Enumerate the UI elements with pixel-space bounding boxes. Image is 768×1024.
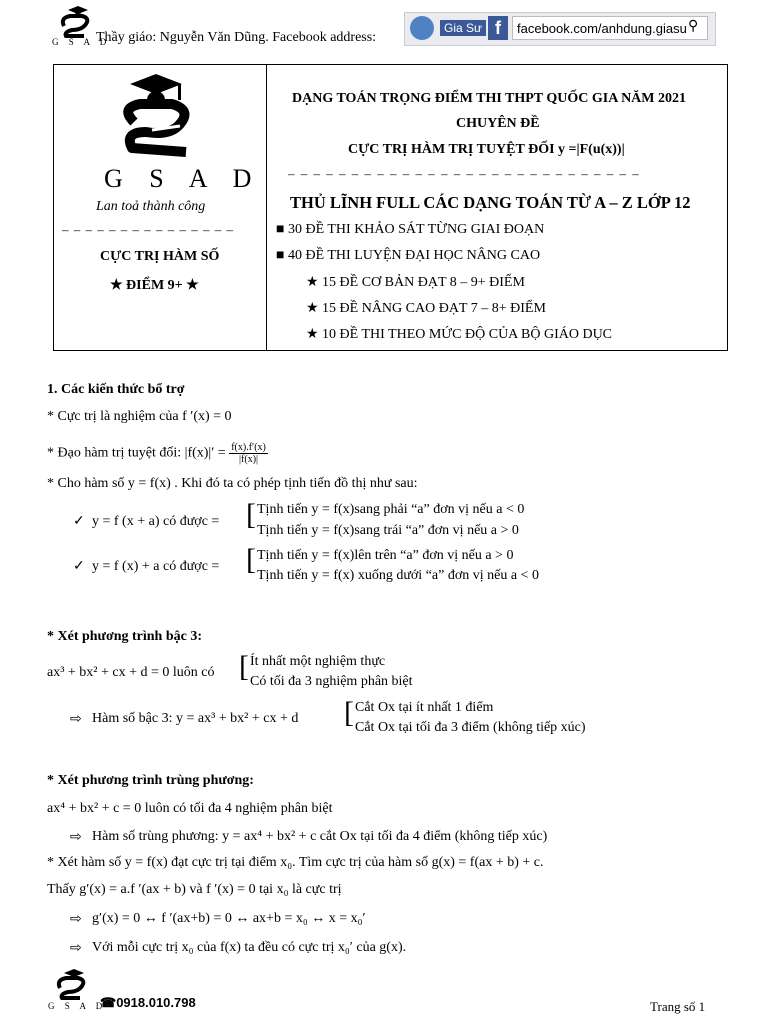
brace: [ bbox=[344, 696, 354, 729]
gsad-logo-footer bbox=[52, 968, 92, 1002]
case-option: Tịnh tiến y = f(x)sang trái “a” đơn vị nếu a > 0 bbox=[257, 523, 519, 538]
facebook-url[interactable]: facebook.com/anhdung.giasu bbox=[512, 16, 708, 40]
case-option: Cắt Ox tại ít nhất 1 điểm bbox=[355, 700, 494, 715]
fraction-numerator: f(x).f′(x) bbox=[231, 442, 266, 453]
gsad-logo-small bbox=[56, 4, 96, 40]
text-line: * Cho hàm số y = f(x) . Khi đó ta có phép tịnh tiến đồ thị như sau: bbox=[47, 476, 418, 491]
text-line: g′(x) = 0 ↔ f ′(ax+b) = 0 ↔ ax+b = x₀ ↔ x = x₀′ bbox=[92, 911, 366, 926]
gsad-logo-text-small: G S A D bbox=[52, 37, 111, 47]
bullet-item: ★ 15 ĐỀ CƠ BẢN ĐẠT 8 – 9+ ĐIỂM bbox=[306, 275, 525, 290]
phone-number: ☎0918.010.798 bbox=[100, 995, 196, 1010]
text-line: * Cực trị là nghiệm của f ′(x) = 0 bbox=[47, 409, 232, 424]
text-line: Hàm số trùng phương: y = ax⁴ + bx² + c cắt Ox tại tối đa 4 điểm (không tiếp xúc) bbox=[92, 829, 548, 844]
bullet-item: ★ 15 ĐỀ NÂNG CAO ĐẠT 7 – 8+ ĐIỂM bbox=[306, 301, 546, 316]
section-title-3: * Xét phương trình trùng phương: bbox=[47, 773, 254, 788]
text-line: ax⁴ + bx² + c = 0 luôn có tối đa 4 nghiệm phân biệt bbox=[47, 801, 333, 816]
bullet-item: ★ 10 ĐỀ THI THEO MỨC ĐỘ CỦA BỘ GIÁO DỤC bbox=[306, 327, 613, 342]
cubic-lhs: ax³ + bx² + cx + d = 0 luôn có bbox=[47, 665, 215, 680]
brace: [ bbox=[239, 650, 249, 683]
slogan: Lan toả thành công bbox=[96, 199, 206, 214]
derivative-label: * Đạo hàm trị tuyệt đối: |f(x)|′ = bbox=[47, 445, 226, 461]
facebook-icon: f bbox=[488, 16, 508, 40]
case-option: Tịnh tiến y = f(x)sang phải “a” đơn vị nếu a < 0 bbox=[257, 502, 525, 517]
page-number: Trang số 1 bbox=[650, 999, 706, 1014]
case-option: Tịnh tiến y = f(x) xuống dưới “a” đơn vị nếu a < 0 bbox=[257, 568, 539, 583]
arrow-icon: ⇨ bbox=[70, 712, 82, 727]
bullet-item: ■ 30 ĐỀ THI KHẢO SÁT TỪNG GIAI ĐOẠN bbox=[276, 222, 545, 237]
arrow-icon: ⇨ bbox=[70, 941, 82, 956]
right-divider: – – – – – – – – – – – – – – – – – – – – – – – – – – – – bbox=[288, 166, 641, 181]
heading-line-4: THỦ LĨNH FULL CÁC DẠNG TOÁN TỪ A – Z LỚP 12 bbox=[290, 193, 691, 212]
check-icon: ✓ bbox=[73, 514, 85, 529]
case-option: Có tối đa 3 nghiệm phân biệt bbox=[250, 674, 413, 689]
fraction-denominator: |f(x)| bbox=[239, 454, 259, 465]
left-score: ★ ĐIỂM 9+ ★ bbox=[110, 278, 199, 293]
case-lhs: y = f (x) + a có được = bbox=[92, 559, 220, 574]
section-title-1: 1. Các kiến thức bổ trợ bbox=[47, 382, 185, 397]
arrow-icon: ⇨ bbox=[70, 830, 82, 845]
brace: [ bbox=[246, 543, 256, 576]
left-title: CỰC TRỊ HÀM SỐ bbox=[100, 249, 220, 264]
text-line bbox=[47, 442, 268, 465]
heading-line-3: CỰC TRỊ HÀM TRỊ TUYỆT ĐỐI y =|F(u(x))| bbox=[348, 142, 625, 157]
gsad-logo-text-footer: G S A D bbox=[48, 1001, 107, 1011]
gsad-logo-large bbox=[110, 70, 210, 160]
box-divider bbox=[266, 64, 267, 351]
case-option: Cắt Ox tại tối đa 3 điểm (không tiếp xúc) bbox=[355, 720, 586, 735]
check-icon: ✓ bbox=[73, 559, 85, 574]
brace: [ bbox=[246, 498, 256, 531]
text-line: * Xét hàm số y = f(x) đạt cực trị tại điểm x₀. Tìm cực trị của hàm số g(x) = f(ax + b) + c. bbox=[47, 855, 544, 870]
left-divider: – – – – – – – – – – – – – – – bbox=[62, 222, 234, 237]
heading-line-1: DẠNG TOÁN TRỌNG ĐIỂM THI THPT QUỐC GIA NĂM 2021 bbox=[292, 91, 687, 106]
case-lhs: y = f (x + a) có được = bbox=[92, 514, 220, 529]
teacher-line: Thầy giáo: Nguyễn Văn Dũng. Facebook address: bbox=[96, 30, 377, 45]
heading-line-2: CHUYÊN ĐỀ bbox=[456, 116, 540, 131]
bullet-item: ■ 40 ĐỀ THI LUYỆN ĐẠI HỌC NÂNG CAO bbox=[276, 248, 541, 263]
arrow-icon: ⇨ bbox=[70, 912, 82, 927]
facebook-name: Gia Sư bbox=[440, 20, 486, 36]
case-option: Tịnh tiến y = f(x)lên trên “a” đơn vị nếu a > 0 bbox=[257, 548, 514, 563]
case-option: Ít nhất một nghiệm thực bbox=[250, 654, 386, 669]
gsad-logo-text-large: G S A D bbox=[104, 164, 262, 193]
search-icon[interactable]: ⚲ bbox=[688, 19, 699, 34]
avatar bbox=[410, 16, 434, 40]
text-line: Với mỗi cực trị x₀ của f(x) ta đều có cực trị x₀′ của g(x). bbox=[92, 940, 407, 955]
fraction bbox=[229, 442, 268, 465]
section-title-2: * Xét phương trình bậc 3: bbox=[47, 629, 202, 644]
cubic-function: Hàm số bậc 3: y = ax³ + bx² + cx + d bbox=[92, 711, 299, 726]
text-line: Thấy g′(x) = a.f ′(ax + b) và f ′(x) = 0 tại x₀ là cực trị bbox=[47, 882, 342, 897]
